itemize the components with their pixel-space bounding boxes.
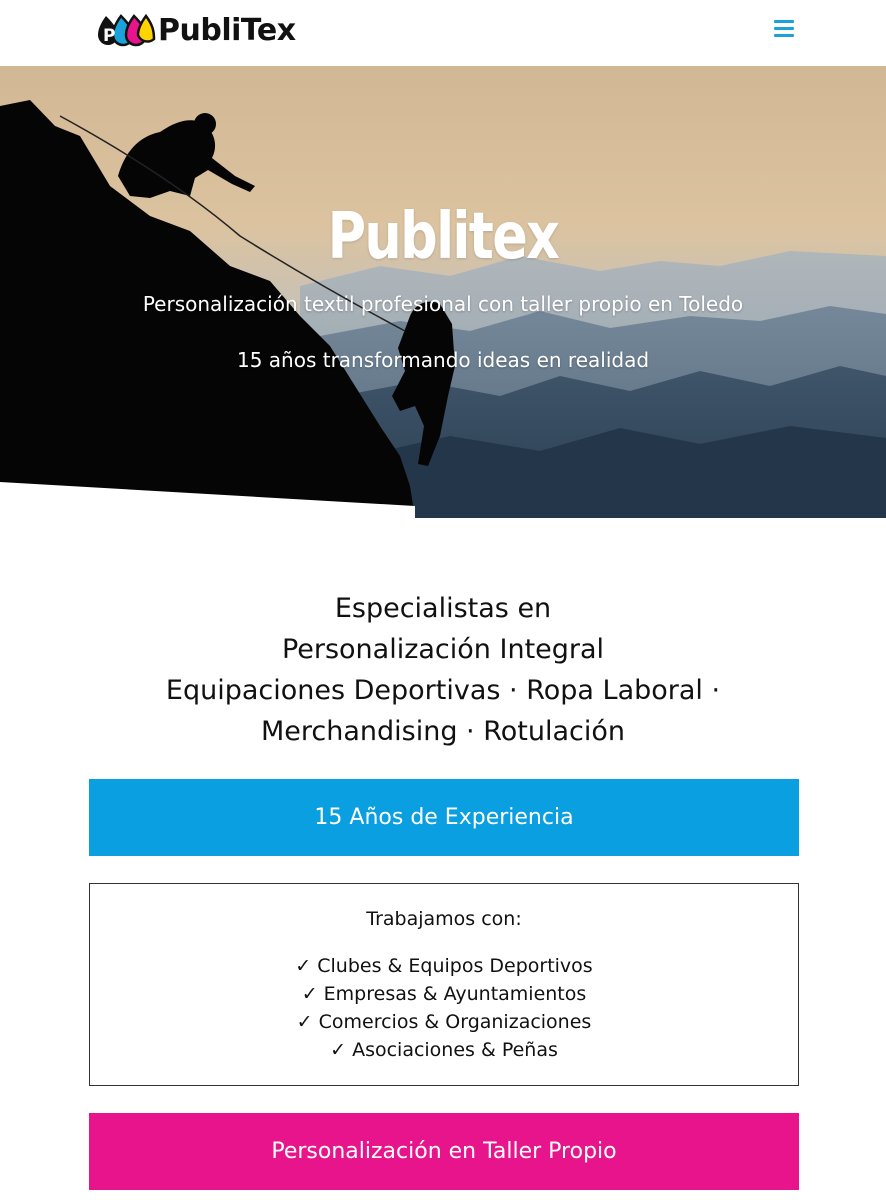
work-with-item: ✓ Clubes & Equipos Deportivos [295,955,593,977]
work-with-item: ✓ Empresas & Ayuntamientos [301,983,587,1005]
work-with-item: ✓ Asociaciones & Peñas [330,1039,558,1061]
experience-button[interactable] [89,779,799,856]
specialists-line: Equipaciones Deportivas · Ropa Laboral · [165,675,721,706]
hero-title: Publitex [327,200,559,274]
experience-button-label: 15 Años de Experiencia [314,805,574,830]
hamburger-menu-icon[interactable] [774,18,794,38]
hero-tagline: 15 años transformando ideas en realidad [236,348,650,372]
hero-banner [0,66,886,518]
specialists-line: Personalización Integral [281,634,605,665]
svg-text:P: P [103,26,116,46]
hero-subtitle: Personalización textil profesional con taller propio en Toledo [142,292,744,316]
specialists-line: Especialistas en [334,593,552,624]
logo-text: PubliTex [158,12,296,48]
work-with-title: Trabajamos con: [366,908,522,930]
specialists-line: Merchandising · Rotulación [260,716,626,747]
work-with-box [89,883,799,1086]
work-with-item: ✓ Comercios & Organizaciones [296,1011,592,1033]
workshop-button-label: Personalización en Taller Propio [271,1139,617,1164]
site-header [0,0,886,66]
work-with-list [90,952,798,1064]
logo-ink-drops-icon [96,10,156,50]
specialists-heading [0,588,886,752]
workshop-button[interactable] [89,1113,799,1190]
site-logo[interactable] [96,10,296,50]
